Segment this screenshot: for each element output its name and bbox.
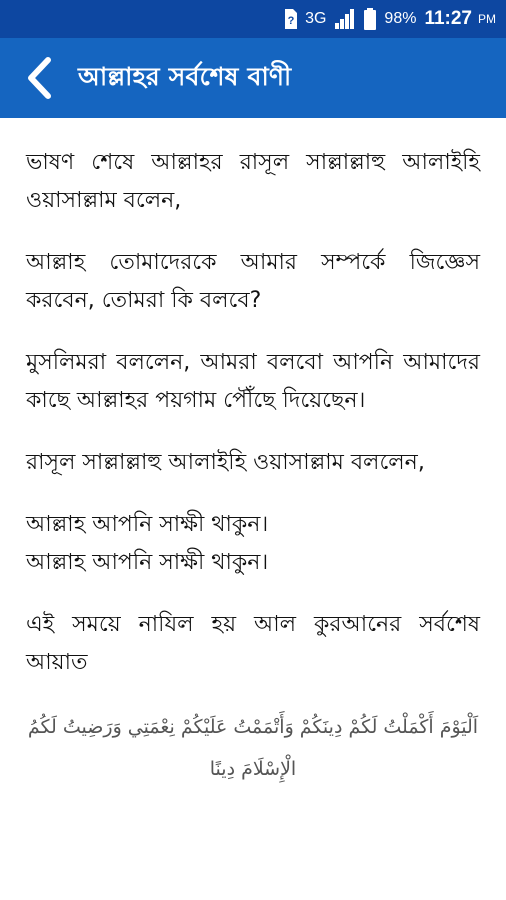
- sim-alert-icon: [283, 9, 297, 29]
- paragraph-5: আল্লাহ আপনি সাক্ষী থাকুন।: [26, 512, 269, 537]
- clock: [424, 8, 496, 30]
- battery-icon: [364, 8, 376, 30]
- paragraph-6: আল্লাহ আপনি সাক্ষী থাকুন।: [26, 550, 269, 575]
- clock-time: 11:27: [424, 8, 472, 29]
- signal-icon: [334, 9, 356, 29]
- page-title: আল্লাহর সর্বশেষ বাণী: [78, 61, 292, 91]
- paragraph-2: আল্লাহ তোমাদেরকে আমার সম্পর্কে জিজ্ঞেস করবেন, তোমরা কি বলবে?: [26, 250, 480, 313]
- app-bar: [0, 38, 506, 118]
- svg-text:?: ?: [287, 15, 295, 27]
- network-type: 3G: [305, 10, 327, 27]
- status-bar: [0, 0, 506, 38]
- paragraph-3: মুসলিমরা বললেন, আমরা বলবো আপনি আমাদের কাছে আল্লাহর পয়গাম পৌঁছে দিয়েছেন।: [26, 350, 480, 413]
- paragraph-4: রাসূল সাল্লাল্লাহু আলাইহি ওয়াসাল্লাম বললেন,: [26, 450, 425, 475]
- battery-percent: 98%: [384, 10, 417, 27]
- quran-verse-arabic: اَلْيَوْمَ أَكْمَلْتُ لَكُمْ دِينَكُمْ وَأَتْمَمْتُ عَلَيْكُمْ نِعْمَتِي وَرَضِيتُ لَكُمُ الْإِسْلَامَ دِينًا: [27, 716, 479, 780]
- paragraph-1: ভাষণ শেষে আল্লাহর রাসূল সাল্লাল্লাহু আলাইহি ওয়াসাল্লাম বলেন,: [26, 150, 480, 213]
- back-button[interactable]: [0, 38, 78, 118]
- chevron-left-icon: [24, 56, 54, 100]
- article-body: [0, 118, 506, 900]
- paragraph-7: এই সময়ে নাযিল হয় আল কুরআনের সর্বশেষ আয়াত: [26, 612, 480, 675]
- clock-ampm: PM: [478, 12, 496, 26]
